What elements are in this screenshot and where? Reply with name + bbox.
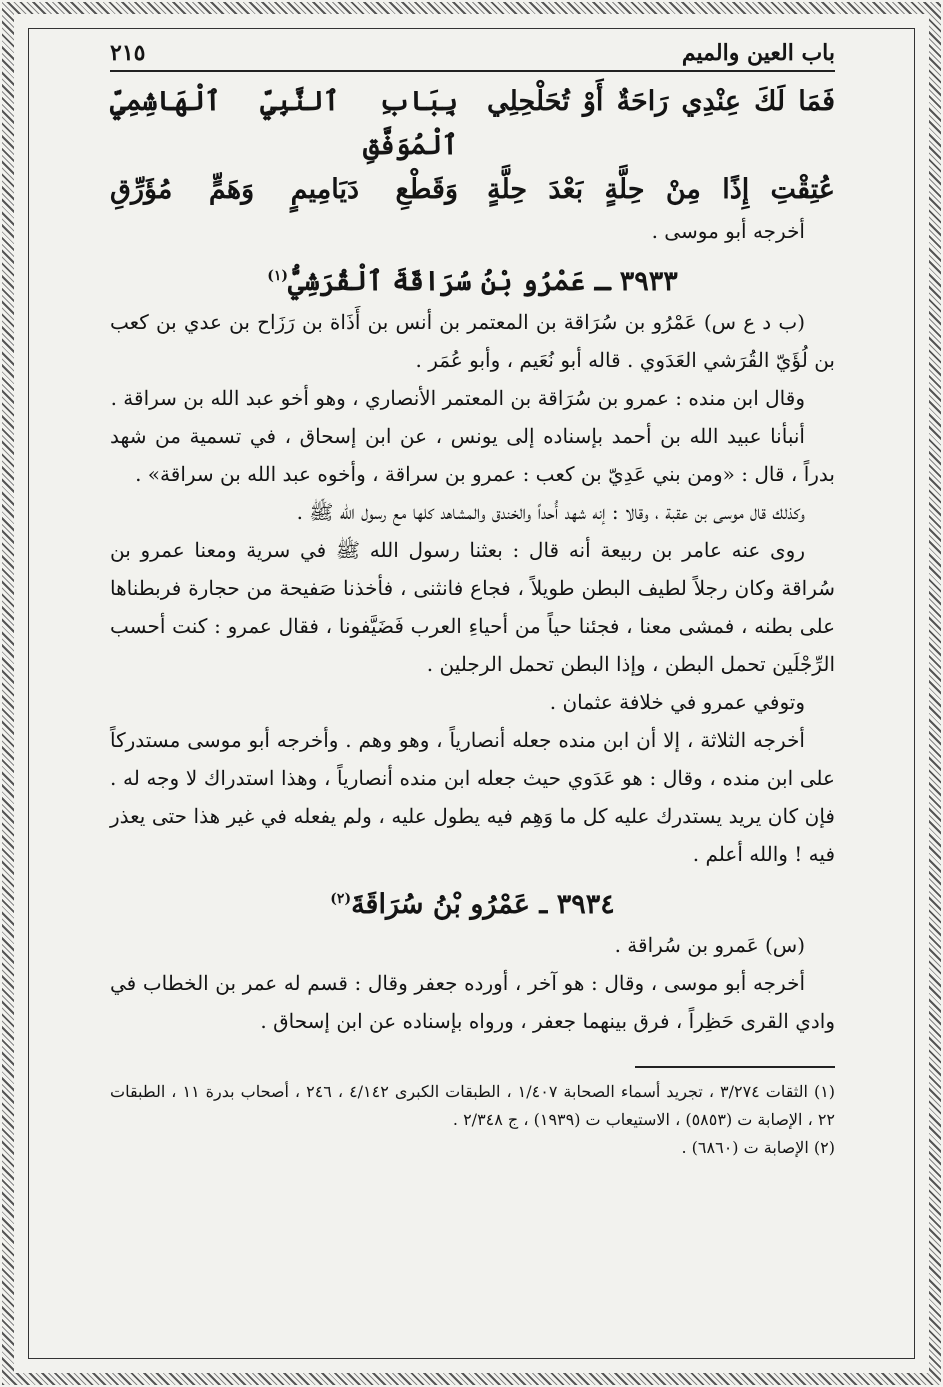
hemistich-right: عُتِقْتِ إِذًا مِنْ حِلَّةٍ بَعْدَ حِلَّةٍ (487, 174, 835, 205)
paragraph: روى عنه عامر بن ربيعة أنه قال : بعثنا رسول الله ﷺ في سرية ومعنا عمرو بن سُراقة وكان رجلاً لطيف البطن طويلاً ، فجاع فانثنى ، فأخذنا صَفيحة من حجارة فربطناها على بطنه ، فمشى معنا ، فجئنا حياً من أحياءِ العرب فَضَيَّفونا ، فقال عمرو : كنت أحسب الرِّجْلَين تحمل البطن ، وإذا البطن تحمل الرجلين . (110, 538, 835, 676)
paragraph: (ب د ع س) عَمْرُو بن سُرَاقة بن المعتمر بن أنس بن أَذَاة بن رَزَاح بن عدي بن كعب بن لُؤَيّ القُرَشي العَدَوي . قاله أبو نُعَيم ، وأبو عُمَر . (110, 310, 835, 372)
entry-heading (110, 266, 835, 297)
poem-verses (110, 80, 835, 212)
footnote-marker: (١) (267, 268, 288, 284)
footnote-separator (635, 1066, 835, 1068)
poem-line (110, 80, 835, 168)
page-number: ٢١٥ (110, 40, 146, 66)
attribution-line: أخرجه أبو موسى . (651, 219, 805, 243)
hemistich-right: فَمَا لَكَ عِنْدِي رَاحَةٌ أَوْ تُحَلْحِلِي (487, 86, 835, 117)
entry-heading (110, 889, 835, 920)
paragraph: (س) عَمرو بن سُراقة . (614, 933, 805, 957)
entry-title: ٣٩٣٤ ـ عَمْرُو بْنُ سُرَاقَةَ (351, 889, 615, 920)
footnote-marker: (٢) (330, 891, 352, 907)
entry-title: ٣٩٣٣ ـ عَمْرُو بْنُ سُرَاقَةَ ٱلْقُرَشِيُّ (288, 266, 678, 297)
book-page (110, 40, 835, 1162)
paragraph: أنبأنا عبيد الله بن أحمد بإسناده إلى يونس ، عن ابن إسحاق ، في تسمية من شهد بدراً ، قال : «ومن بني عَدِيّ بن كعب : عمرو بن سراقة ، وأخوه عبد الله بن سراقة» . (110, 424, 835, 486)
footnotes (110, 1078, 835, 1162)
footnote: (١) الثقات ٣/٢٧٤ ، تجريد أسماء الصحابة ١/٤٠٧ ، الطبقات الكبرى ٤/١٤٢ ، ٢٤٦ ، أصحاب بدرة ١١ ، الطبقات ٢٢ ، الإصابة ت (٥٨٥٣) ، الاستيعاب ت (١٩٣٩) ، ج ٢/٣٤٨ . (110, 1082, 836, 1129)
footnote: (٢) الإصابة ت (٦٨٦٠) . (681, 1138, 835, 1157)
paragraph: أخرجه الثلاثة ، إلا أن ابن منده جعله أنصارياً ، وهو وهم . وأخرجه أبو موسى مستدركاً على ابن منده ، وقال : هو عَدَوي حيث جعله ابن منده أنصارياً ، وهذا استدراك لا وجه له . فإن كان يريد يستدرك عليه كل ما وَهِم فيه يطول عليه ، ولم يفعله في غير هذا حتى يعذر فيه ! والله أعلم . (110, 728, 835, 866)
chapter-title: باب العين والميم (681, 40, 835, 66)
paragraph: وتوفي عمرو في خلافة عثمان . (549, 690, 805, 714)
hemistich-left: وَقَطْعِ دَيَامِيمٍ وَهَمٍّ مُؤَرِّقِ (110, 174, 458, 205)
paragraph: وقال ابن منده : عمرو بن سُرَاقة بن المعتمر الأنصاري ، وهو أخو عبد الله بن سراقة . (110, 386, 805, 410)
paragraph: وكذلك قال موسى بن عقبة ، وقالا : إنه شهد أُحداً والخندق والمشاهد كلها مع رسول الله ﷺ . (296, 500, 805, 524)
paragraph: أخرجه أبو موسى ، وقال : هو آخر ، أورده جعفر وقال : قسم له عمر بن الخطاب في وادي القرى حَظِراً ، فرق بينهما جعفر ، ورواه بإسناده عن ابن إسحاق . (110, 971, 835, 1033)
poem-line (110, 168, 835, 212)
hemistich-left: بِبَابِ ٱلنَّبِيِّ ٱلْهَاشِمِيِّ ٱلْمُوَفَّقِ (110, 86, 458, 161)
page-header (110, 40, 835, 72)
